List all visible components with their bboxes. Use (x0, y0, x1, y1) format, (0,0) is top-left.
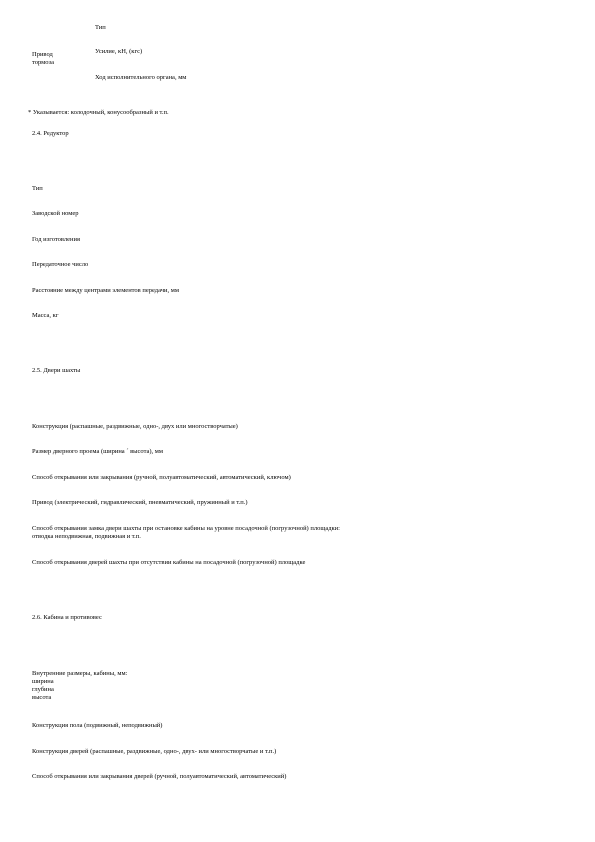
cabin-height-label: высота (32, 694, 52, 701)
shaft-doors-heading: 2.5. Двери шахты (32, 367, 81, 374)
reducer-year-field: Год изготовления (32, 236, 80, 243)
cabin-width-label: ширина (32, 678, 54, 685)
shaft-doors-lock-field: Способ открывания замка двери шахты при остановке кабины на уровне посадочной (погрузочной) площадки: (32, 525, 340, 532)
footnote: * Указывается: колодочный, конусообразный и т.п. (28, 109, 169, 116)
brake-stroke-label: Ход исполнительного органа, мм (95, 74, 187, 81)
cabin-doors-opening-field: Способ открывания или закрывания дверей (ручной, полуавтоматический, автоматический) (32, 773, 287, 780)
reducer-type-field: Тип (32, 185, 43, 192)
reducer-mass-field: Масса, кг (32, 312, 59, 319)
brake-type-label: Тип (95, 24, 106, 31)
shaft-doors-no-cabin-field: Способ открывания дверей шахты при отсутствии кабины на посадочной (погрузочной) площадке (32, 559, 306, 566)
shaft-doors-size-field: Размер дверного проема (ширина ´ высота), мм (32, 448, 164, 455)
reducer-heading: 2.4. Редуктор (32, 130, 69, 137)
reducer-serial-field: Заводской номер (32, 210, 79, 217)
cabin-inner-dims-label: Внутренние размеры, кабины, мм: (32, 670, 128, 677)
cabin-heading: 2.6. Кабина и противовес (32, 614, 102, 621)
cabin-depth-label: глубина (32, 686, 54, 693)
shaft-doors-lock-field-cont: отводка неподвижная, подвижная и т.п. (32, 533, 141, 540)
reducer-ratio-field: Передаточное число (32, 261, 89, 268)
shaft-doors-drive-field: Привод (электрический, гидравлический, пневматический, пружинный и т.п.) (32, 499, 248, 506)
cabin-doors-field: Конструкция дверей (распашные, раздвижные, одно-, двух- или многостворчатые и т.п.) (32, 748, 277, 755)
reducer-distance-field: Расстояние между центрами элементов передачи, мм (32, 287, 179, 294)
shaft-doors-construction-field: Конструкция (распашные, раздвижные, одно-, двух или многостворчатые) (32, 423, 238, 430)
brake-drive-label: Привод (32, 51, 53, 58)
cabin-floor-field: Конструкция пола (подвижный, неподвижный) (32, 722, 163, 729)
brake-drive-label-cont: тормоза (32, 59, 54, 66)
shaft-doors-opening-field: Способ открывания или закрывания (ручной, полуавтоматический, автоматический, ключом) (32, 474, 291, 481)
brake-force-label: Усилие, кН, (кгс) (95, 48, 143, 55)
